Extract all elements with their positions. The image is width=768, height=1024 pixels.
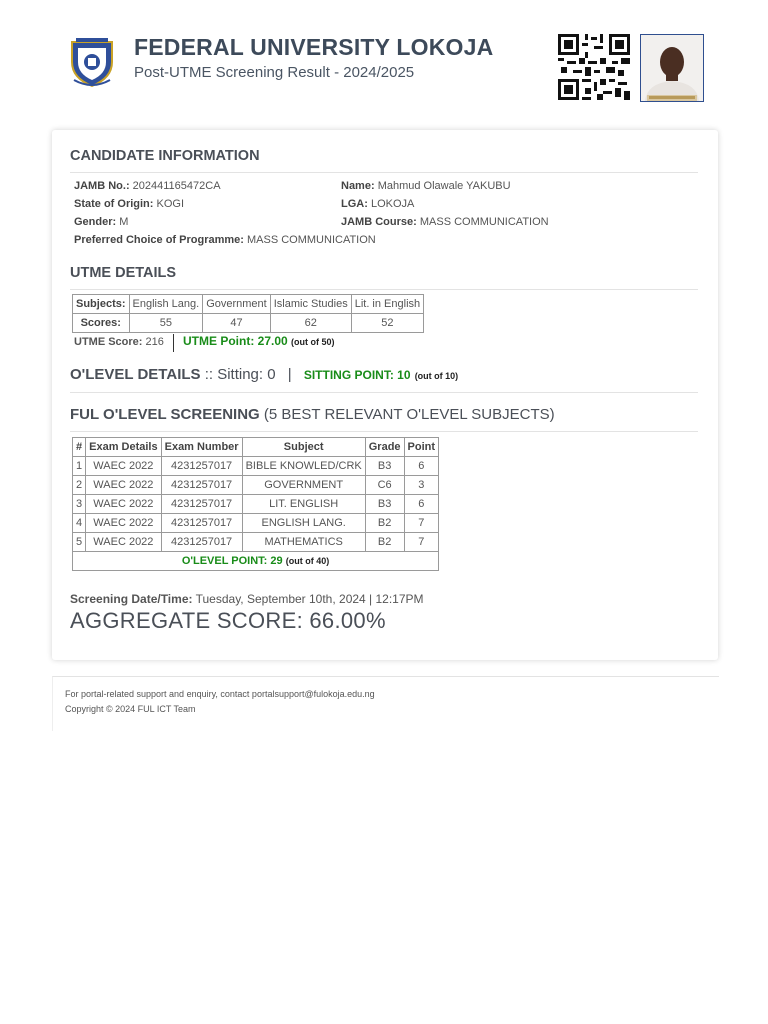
utme-subject: English Lang.	[129, 295, 203, 314]
column-header: Grade	[365, 438, 404, 457]
column-header: Subject	[242, 438, 365, 457]
candidate-name: Name: Mahmud Olawale YAKUBU	[341, 180, 511, 192]
table-cell: 4	[73, 514, 86, 533]
olevel-point: O'LEVEL POINT: 29	[181, 555, 283, 567]
table-cell: 1	[73, 457, 86, 476]
table-cell: WAEC 2022	[86, 495, 161, 514]
divider	[70, 392, 698, 393]
candidate-photo	[640, 34, 704, 102]
vertical-divider	[173, 334, 174, 352]
table-cell: 3	[404, 476, 439, 495]
table-cell: ENGLISH LANG.	[242, 514, 365, 533]
table-cell: 4231257017	[161, 457, 242, 476]
page-footer	[52, 676, 719, 731]
table-cell: 4231257017	[161, 495, 242, 514]
table-cell: B2	[365, 533, 404, 552]
table-cell: 4231257017	[161, 476, 242, 495]
table-cell: B3	[365, 495, 404, 514]
divider	[70, 289, 698, 290]
subjects-label: Subjects:	[73, 295, 130, 314]
column-header: Exam Number	[161, 438, 242, 457]
screening-title: FUL O'LEVEL SCREENING (5 BEST RELEVANT O'LEVEL SUBJECTS)	[70, 406, 555, 423]
table-cell: B3	[365, 457, 404, 476]
table-cell: 7	[404, 514, 439, 533]
qr-code-icon	[558, 34, 630, 100]
utme-scores-row	[73, 314, 424, 333]
olevel-title: O'LEVEL DETAILS	[70, 366, 201, 383]
screening-datetime: Screening Date/Time: Tuesday, September 10th, 2024 | 12:17PM	[70, 592, 424, 606]
support-text: For portal-related support and enquiry, contact portalsupport@fulokoja.edu.ng	[65, 689, 375, 699]
preferred-programme: Preferred Choice of Programme: MASS COMMUNICATION	[74, 234, 376, 246]
table-cell: 4231257017	[161, 514, 242, 533]
lga: LGA: LOKOJA	[341, 198, 415, 210]
table-row	[73, 457, 439, 476]
table-row	[73, 514, 439, 533]
table-row	[73, 495, 439, 514]
utme-scores-table	[72, 294, 424, 333]
utme-score-cell: 62	[270, 314, 351, 333]
table-cell: 6	[404, 457, 439, 476]
table-cell: WAEC 2022	[86, 476, 161, 495]
result-card	[52, 130, 718, 660]
olevel-sitting: :: Sitting: 0	[204, 366, 276, 383]
utme-total-score: UTME Score: 216	[74, 336, 164, 348]
state-of-origin: State of Origin: KOGI	[74, 198, 185, 210]
utme-score-cell: 55	[129, 314, 203, 333]
page-subtitle: Post-UTME Screening Result - 2024/2025	[134, 64, 415, 81]
utme-score-cell: 52	[351, 314, 423, 333]
gender: Gender: M	[74, 216, 129, 228]
table-cell: LIT. ENGLISH	[242, 495, 365, 514]
column-header: #	[73, 438, 86, 457]
table-header-row	[73, 438, 439, 457]
utme-point: UTME Point: 27.00 (out of 50)	[183, 334, 335, 348]
table-cell: 7	[404, 533, 439, 552]
scores-label: Scores:	[73, 314, 130, 333]
olevel-total-row: O'LEVEL POINT: 29 (out of 40)	[73, 552, 439, 571]
university-name: FEDERAL UNIVERSITY LOKOJA	[134, 34, 494, 60]
column-header: Point	[404, 438, 439, 457]
utme-subjects-row	[73, 295, 424, 314]
table-cell: 2	[73, 476, 86, 495]
jamb-course: JAMB Course: MASS COMMUNICATION	[341, 216, 549, 228]
table-cell: 5	[73, 533, 86, 552]
table-cell: GOVERNMENT	[242, 476, 365, 495]
jamb-no: JAMB No.: 202441165472CA	[74, 180, 221, 192]
utme-subject: Islamic Studies	[270, 295, 351, 314]
utme-subject: Government	[203, 295, 271, 314]
olevel-screening-table	[72, 437, 439, 571]
column-header: Exam Details	[86, 438, 161, 457]
aggregate-score: AGGREGATE SCORE: 66.00%	[70, 608, 386, 633]
table-cell: WAEC 2022	[86, 514, 161, 533]
university-logo-icon	[68, 36, 116, 88]
page-header	[68, 34, 708, 104]
table-cell: 3	[73, 495, 86, 514]
table-cell: MATHEMATICS	[242, 533, 365, 552]
table-row	[73, 533, 439, 552]
table-cell: C6	[365, 476, 404, 495]
divider	[70, 431, 698, 432]
table-cell: BIBLE KNOWLED/CRK	[242, 457, 365, 476]
sitting-point: SITTING POINT: 10	[303, 368, 411, 382]
utme-score-cell: 47	[203, 314, 271, 333]
table-row	[73, 476, 439, 495]
candidate-info-title: CANDIDATE INFORMATION	[70, 148, 260, 164]
olevel-details: O'LEVEL DETAILS :: Sitting: 0 | SITTING POINT: 10 (out of 10)	[70, 366, 459, 383]
table-cell: WAEC 2022	[86, 533, 161, 552]
copyright-text: Copyright © 2024 FUL ICT Team	[65, 704, 196, 714]
table-cell: 4231257017	[161, 533, 242, 552]
table-cell: B2	[365, 514, 404, 533]
utme-subject: Lit. in English	[351, 295, 423, 314]
table-cell: 6	[404, 495, 439, 514]
table-cell: WAEC 2022	[86, 457, 161, 476]
utme-details-title: UTME DETAILS	[70, 265, 177, 281]
divider	[70, 172, 698, 173]
candidate-portrait-icon	[641, 35, 703, 101]
